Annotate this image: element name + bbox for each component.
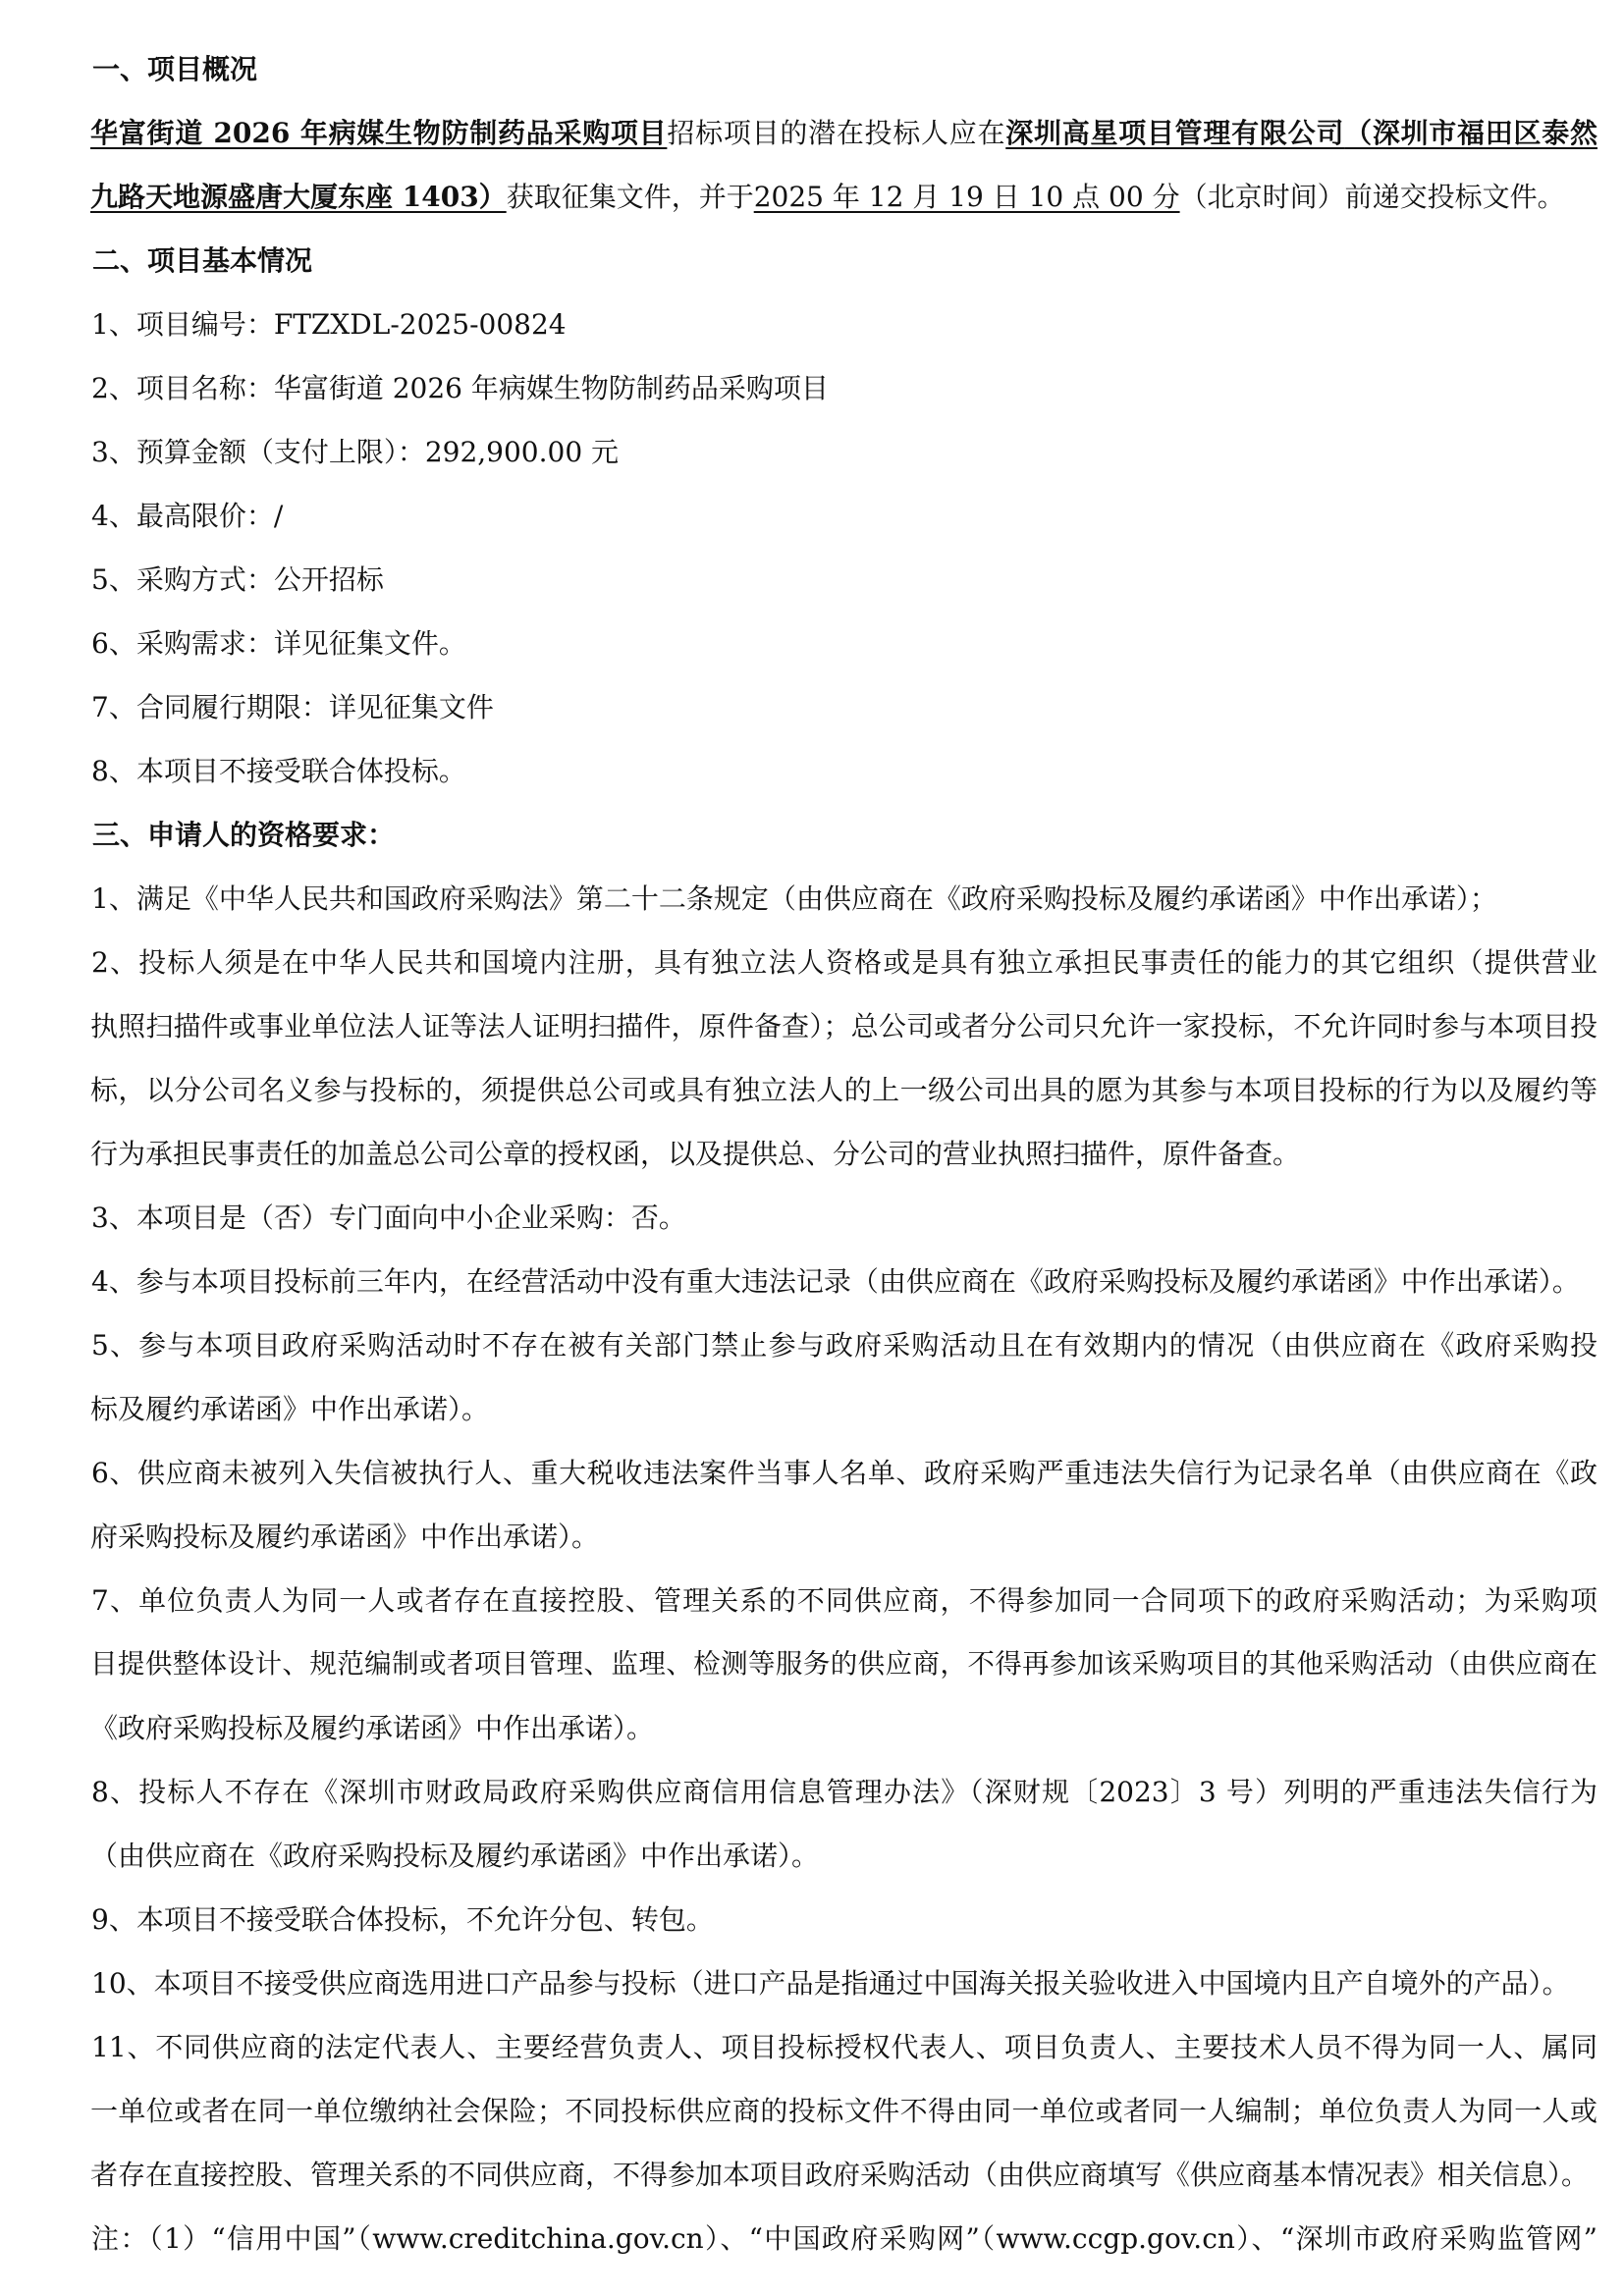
section-2-heading: 二、项目基本情况 <box>92 244 313 277</box>
info-item-budget: 3、预算金额（支付上限）：292,900.00 元 <box>91 436 620 468</box>
qualification-line: 3、本项目是（否）专门面向中小企业采购：否。 <box>91 1201 686 1234</box>
qualification-line: 府采购投标及履约承诺函》中作出承诺）。 <box>90 1521 600 1553</box>
section-3-heading: 三、申请人的资格要求： <box>92 819 396 851</box>
qualification-line: 者存在直接控股、管理关系的不同供应商，不得参加本项目政府采购活动（由供应商填写《供应商基本情况表》相关信息）。 <box>90 2159 1590 2191</box>
qualification-line: 目提供整体设计、规范编制或者项目管理、监理、检测等服务的供应商，不得再参加该采购项目的其他采购活动（由供应商在 <box>90 1648 1597 1680</box>
qualification-line: 10、本项目不接受供应商选用进口产品参与投标（进口产品是指通过中国海关报关验收进入中国境内且产自境外的产品）。 <box>91 1967 1570 2000</box>
qualification-line: （由供应商在《政府采购投标及履约承诺函》中作出承诺）。 <box>90 1840 820 1872</box>
qualification-line: 9、本项目不接受联合体投标，不允许分包、转包。 <box>91 1903 714 1936</box>
overview-text-a: 招标项目的潜在投标人应在 <box>667 117 1006 149</box>
qualification-line: 5、参与本项目政府采购活动时不存在被有关部门禁止参与政府采购活动且在有效期内的情况（由供应商在《政府采购投 <box>91 1329 1597 1362</box>
qualification-line: 4、参与本项目投标前三年内，在经营活动中没有重大违法记录（由供应商在《政府采购投标及履约承诺函》中作出承诺）。 <box>91 1265 1580 1298</box>
agency-address-part1: （深圳市福田区泰然 <box>1344 117 1597 149</box>
info-item-max-price: 4、最高限价：/ <box>91 500 284 532</box>
agency-name: 深圳高星项目管理有限公司 <box>1005 117 1345 149</box>
qualification-line: 一单位或者在同一单位缴纳社会保险；不同投标供应商的投标文件不得由同一单位或者同一人编制；单位负责人为同一人或 <box>90 2095 1597 2127</box>
qualification-line: 行为承担民事责任的加盖总公司公章的授权函，以及提供总、分公司的营业执照扫描件，原件备查。 <box>90 1138 1301 1170</box>
info-item-project-name: 2、项目名称：华富街道 2026 年病媒生物防制药品采购项目 <box>91 372 829 404</box>
qualification-line: 标及履约承诺函》中作出承诺）。 <box>90 1393 490 1425</box>
overview-line-2 <box>90 165 1597 229</box>
qualification-line: 8、投标人不存在《深圳市财政局政府采购供应商信用信息管理办法》（深财规〔2023〕3 号）列明的严重违法失信行为 <box>91 1776 1597 1808</box>
info-item-contract-period: 7、合同履行期限：详见征集文件 <box>91 691 494 723</box>
agency-address-part2: 九路天地源盛唐大厦东座 1403） <box>90 181 507 213</box>
qualification-line: 7、单位负责人为同一人或者存在直接控股、管理关系的不同供应商，不得参加同一合同项下的政府采购活动；为采购项 <box>91 1584 1597 1617</box>
info-item-procurement-method: 5、采购方式：公开招标 <box>91 563 384 596</box>
qualification-line: 6、供应商未被列入失信被执行人、重大税收违法案件当事人名单、政府采购严重违法失信行为记录名单（由供应商在《政 <box>91 1457 1597 1489</box>
qualification-line: 标，以分公司名义参与投标的，须提供总公司或具有独立法人的上一级公司出具的愿为其参与本项目投标的行为以及履约等 <box>90 1074 1597 1106</box>
qualification-line: 2、投标人须是在中华人民共和国境内注册，具有独立法人资格或是具有独立承担民事责任的能力的其它组织（提供营业 <box>91 946 1597 979</box>
note-line: 注：（1）“信用中国”（www.creditchina.gov.cn）、“中国政府采购网”（www.ccgp.gov.cn）、“深圳市政府采购监管网” <box>91 2222 1597 2255</box>
submission-deadline: 2025 年 12 月 19 日 10 点 00 分 <box>753 181 1180 213</box>
overview-line-1 <box>90 101 1597 165</box>
qualification-line: 《政府采购投标及履约承诺函》中作出承诺）。 <box>90 1712 655 1744</box>
document-page <box>90 37 1597 2270</box>
info-item-requirements: 6、采购需求：详见征集文件。 <box>91 627 466 660</box>
qualification-line: 执照扫描件或事业单位法人证等法人证明扫描件，原件备查）；总公司或者分公司只允许一家投标，不允许同时参与本项目投 <box>90 1010 1597 1042</box>
overview-text-b: 获取征集文件，并于 <box>506 181 754 213</box>
qualification-line: 1、满足《中华人民共和国政府采购法》第二十二条规定（由供应商在《政府采购投标及履约承诺函》中作出承诺）； <box>91 882 1497 915</box>
info-item-project-number: 1、项目编号：FTZXDL-2025-00824 <box>91 308 567 341</box>
qualification-line: 11、不同供应商的法定代表人、主要经营负责人、项目投标授权代表人、项目负责人、主要技术人员不得为同一人、属同 <box>91 2031 1597 2063</box>
info-item-consortium: 8、本项目不接受联合体投标。 <box>91 755 466 787</box>
section-1-heading: 一、项目概况 <box>92 53 258 85</box>
overview-text-c: （北京时间）前递交投标文件。 <box>1179 181 1565 213</box>
project-name: 华富街道 2026 年病媒生物防制药品采购项目 <box>90 117 668 149</box>
